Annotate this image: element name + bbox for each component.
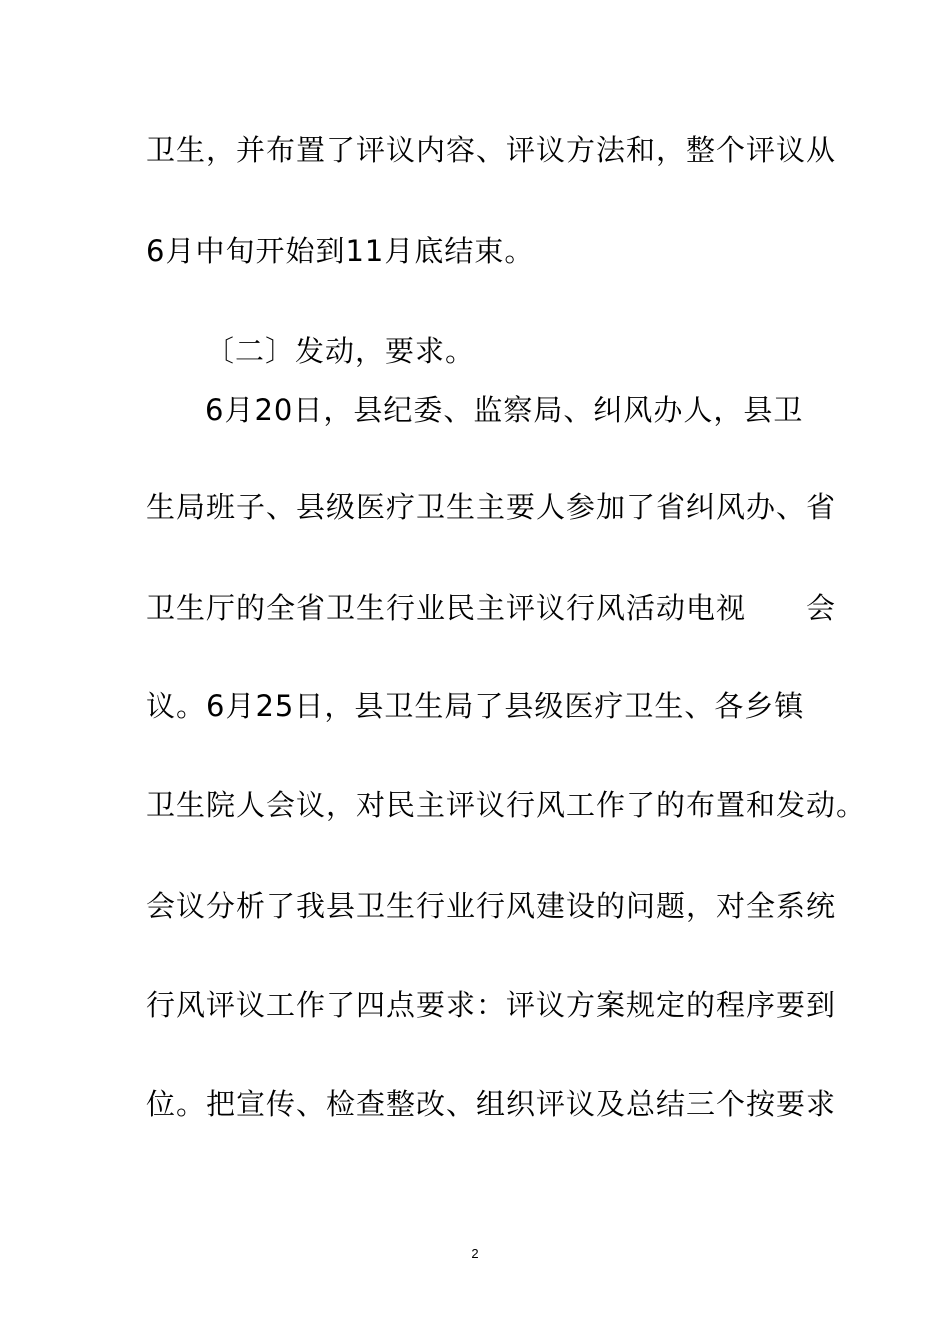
body-line-10: 行风评议工作了四点要求：评议方案规定的程序要到 [146,988,837,1022]
body-line-11: 位。把宣传、检查整改、组织评议及总结三个按要求 [146,1087,837,1121]
body-line-2: 6月中旬开始到11月底结束。 [146,234,535,268]
page-number: 2 [471,1246,479,1261]
section-heading: 〔二〕发动，要求。 [205,334,476,368]
body-line-1: 卫生，并布置了评议内容、评议方法和，整个评议从 [146,133,837,167]
body-line-8: 卫生院人会议，对民主评议行风工作了的布置和发动。 [146,788,867,822]
body-line-4: 6月20日，县纪委、监察局、纠风办人，县卫 [205,393,804,427]
body-line-9: 会议分析了我县卫生行业行风建设的问题，对全系统 [146,889,837,923]
body-line-7: 议。6月25日，县卫生局了县级医疗卫生、各乡镇 [146,689,805,723]
body-line-6: 卫生厅的全省卫生行业民主评议行风活动电视 会 [146,591,837,625]
body-line-5: 生局班子、县级医疗卫生主要人参加了省纠风办、省 [146,490,837,524]
